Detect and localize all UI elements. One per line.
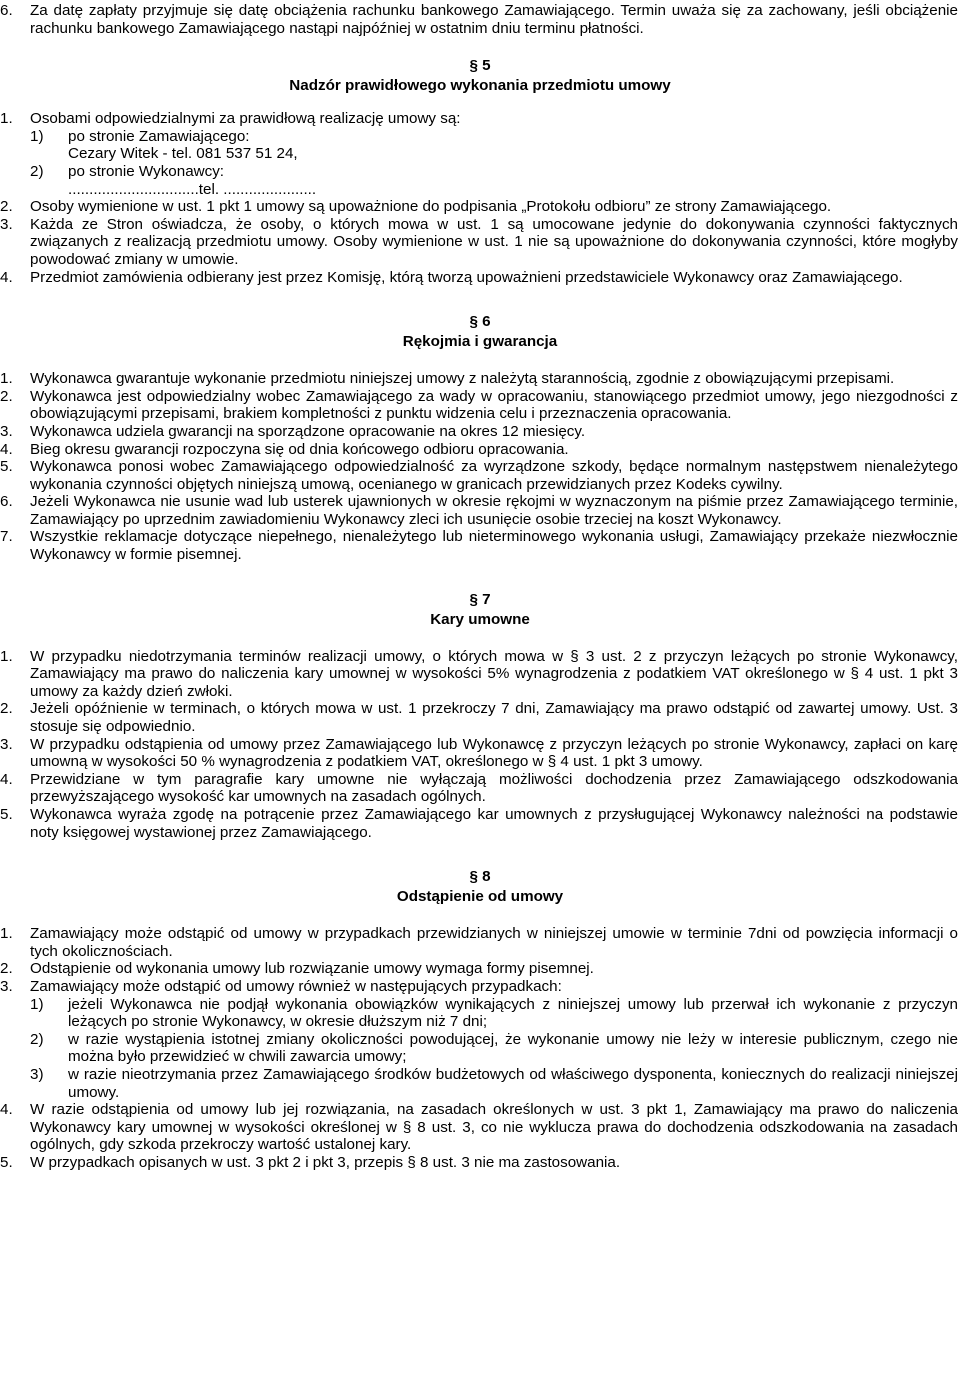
s8-sub-1: [30, 996, 960, 1031]
item-number: 5.: [0, 458, 13, 476]
s5-item-4: [0, 269, 960, 287]
s5-sub-2: [30, 163, 960, 181]
sub-text: po stronie Zamawiającego:: [68, 127, 250, 145]
section-7-number: § 7: [469, 590, 491, 608]
s8-item-2: [0, 960, 960, 978]
s6-item-7: [0, 528, 960, 563]
sub-text: w razie nieotrzymania przez Zamawiającego środków budżetowych od właściwego dysponenta, koniecznych do realizacji niniejszej umowy.: [68, 1065, 958, 1101]
item-number: 1.: [0, 370, 13, 388]
s6-item-4: [0, 441, 960, 459]
s6-item-1: [0, 370, 960, 388]
item-text: Zamawiający może odstąpić od umowy również w następujących przypadkach:: [30, 977, 562, 995]
s7-item-4: [0, 771, 960, 806]
s7-item-1: [0, 648, 960, 701]
item-number: 6.: [0, 2, 13, 19]
item-text: Wykonawca ponosi wobec Zamawiającego odpowiedzialność za wyrządzone szkody, będące normalnym następstwem nienależytego wykonania czynności objętych niniejszą umową, ocenianego w granicach przewidzianych przez Kodeks cywilny.: [30, 458, 958, 493]
item-text: Każda ze Stron oświadcza, że osoby, o których mowa w ust. 1 są umocowane jedynie do dokonywania czynności faktycznych związanych z realizacją przedmiotu umowy. Osoby wymienione w ust. 1 nie są upoważnione do dokonywania czynności, które mogłyby powodować zmiany w umowie.: [30, 215, 958, 268]
item-text: W przypadku niedotrzymania terminów realizacji umowy, o których mowa w § 3 ust. 2 z przyczyn leżących po stronie Wykonawcy, Zamawiający ma prawo do naliczenia kary umownej w wysokości 5% wynagrodzenia z podatkiem VAT określonego w § 4 ust. 1 pkt 3 umowy za każdy dzień zwłoki.: [30, 647, 958, 700]
section-6-title: Rękojmia i gwarancja: [402, 333, 558, 351]
item-text: Wykonawca gwarantuje wykonanie przedmiotu niniejszej umowy z należytą starannością, zgodnie z obowiązującymi przepisami.: [30, 370, 895, 388]
item-text: Za datę zapłaty przyjmuje się datę obciążenia rachunku bankowego Zamawiającego. Termin uważa się za zachowany, jeśli obciążenie rachunku bankowego Zamawiającego nastąpi najpóźniej w ostatnim dniu terminu płatności.: [30, 2, 958, 37]
item-number: 1.: [0, 925, 13, 943]
item-number: 4.: [0, 440, 13, 458]
item-text: Wykonawca jest odpowiedzialny wobec Zamawiającego za wady w opracowaniu, stanowiącego przedmiot umowy, jego niezgodności z obowiązującymi przepisami, brakiem kompletności z punktu widzenia celu i przeznaczenia opracowania.: [30, 387, 958, 423]
sub-number: 1): [30, 995, 44, 1013]
s8-sub-3: [30, 1066, 960, 1101]
s5-sub-1: [30, 128, 960, 146]
item-text: Osobami odpowiedzialnymi za prawidłową realizację umowy są:: [30, 110, 461, 128]
item-number: 2.: [0, 700, 13, 718]
s8-item-4: [0, 1101, 960, 1154]
item-text: Bieg okresu gwarancji rozpoczyna się od dnia końcowego odbioru opracowania.: [30, 440, 569, 458]
item-text: Zamawiający może odstąpić od umowy w przypadkach przewidzianych w niniejszej umowie w terminie 7dni od powzięcia informacji o tych okolicznościach.: [30, 925, 958, 960]
item-number: 7.: [0, 528, 13, 546]
item-text: Przedmiot zamówienia odbierany jest przez Komisję, którą tworzą upoważnieni przedstawiciele Wykonawcy oraz Zamawiającego.: [30, 268, 903, 286]
item-number: 5.: [0, 1153, 13, 1171]
item-text: Wszystkie reklamacje dotyczące niepełnego, nienależytego lub nieterminowego wykonania usługi, Zamawiający przekaże niezwłocznie Wykonawcy w formie pisemnej.: [30, 528, 958, 564]
item-number: 3.: [0, 422, 13, 440]
sub-text: w razie wystąpienia istotnej zmiany okoliczności powodującej, że wykonanie umowy nie leży w interesie publicznym, czego nie można było przewidzieć w chwili zawarcia umowy;: [68, 1030, 958, 1066]
item-text: Przewidziane w tym paragrafie kary umowne nie wyłączają możliwości dochodzenia przez Zamawiającego odszkodowania przewyższającego wysokość kar umownych na zasadach ogólnych.: [30, 770, 958, 806]
s6-item-5: [0, 458, 960, 493]
s7-item-5: [0, 806, 960, 841]
s5-item-1: [0, 110, 960, 128]
item-number: 2.: [0, 387, 13, 405]
item-number: 4.: [0, 268, 13, 286]
section-8-number: § 8: [469, 868, 491, 886]
item-number: 2.: [0, 198, 13, 216]
s8-item-3: [0, 978, 960, 996]
s6-item-3: [0, 423, 960, 441]
contact-person-wykonawca: ...............................tel. ......................: [68, 180, 317, 198]
section-5-title: Nadzór prawidłowego wykonania przedmiotu umowy: [289, 77, 671, 95]
paragraph-6: [0, 2, 960, 37]
sub-number: 2): [30, 162, 44, 180]
s6-item-2: [0, 388, 960, 423]
item-number: 1.: [0, 110, 13, 128]
s8-item-1: [0, 925, 960, 960]
item-number: 4.: [0, 770, 13, 788]
item-text: W przypadkach opisanych w ust. 3 pkt 2 i pkt 3, przepis § 8 ust. 3 nie ma zastosowania.: [30, 1153, 621, 1171]
section-5-number: § 5: [469, 57, 491, 75]
contact-person-zamawiajacy: Cezary Witek - tel. 081 537 51 24,: [68, 145, 298, 163]
section-7-title: Kary umowne: [430, 610, 530, 628]
s7-item-3: [0, 736, 960, 771]
sub-text: jeżeli Wykonawca nie podjął wykonania obowiązków wynikających z niniejszej umowy lub przerwał ich wykonanie z przyczyn leżących po stronie Wykonawcy, w okresie dłuższym niż 7 dni;: [68, 995, 958, 1031]
s6-item-6: [0, 493, 960, 528]
item-number: 6.: [0, 493, 13, 511]
sub-number: 3): [30, 1065, 44, 1083]
sub-text: po stronie Wykonawcy:: [68, 162, 225, 180]
item-text: Jeżeli opóźnienie w terminach, o których mowa w ust. 1 przekroczy 7 dni, Zamawiający ma prawo odstąpić od zawartej umowy. Ust. 3 stosuje się odpowiednio.: [30, 700, 958, 736]
s7-item-2: [0, 700, 960, 735]
item-number: 3.: [0, 735, 13, 753]
section-8-title: Odstąpienie od umowy: [396, 888, 564, 906]
item-text: W przypadku odstąpienia od umowy przez Zamawiającego lub Wykonawcę z przyczyn leżących po stronie Wykonawcy, zapłaci on karę umowną w wysokości 50 % wynagrodzenia z podatkiem VAT, określonego w § 4 ust. 1 pkt 3 umowy.: [30, 735, 958, 771]
item-text: Odstąpienie od wykonania umowy lub rozwiązanie umowy wymaga formy pisemnej.: [30, 960, 594, 978]
s8-item-5: [0, 1154, 960, 1172]
s5-item-2: [0, 198, 960, 216]
item-number: 1.: [0, 647, 13, 665]
item-number: 3.: [0, 977, 13, 995]
item-text: Jeżeli Wykonawca nie usunie wad lub usterek ujawnionych w okresie rękojmi w wyznaczonym na piśmie przez Zamawiającego terminie, Zamawiający po uprzednim zawiadomieniu Wykonawcy zleci ich usunięcie osobie trzeciej na koszt Wykonawcy.: [30, 493, 958, 528]
item-text: Osoby wymienione w ust. 1 pkt 1 umowy są upoważnione do podpisania „Protokołu odbioru” ze strony Zamawiającego.: [30, 198, 832, 216]
sub-number: 1): [30, 127, 44, 145]
section-6-number: § 6: [469, 313, 491, 331]
item-text: Wykonawca udziela gwarancji na sporządzone opracowanie na okres 12 miesięcy.: [30, 422, 586, 440]
document-page: [0, 2, 960, 1172]
item-text: W razie odstąpienia od umowy lub jej rozwiązania, na zasadach określonych w ust. 3 pkt 1, Zamawiający ma prawo do naliczenia Wykonawcy kary umownej w wysokości określonej w § 8 ust. 3, co nie wyklucza prawa do dochodzenia odszkodowania na zasadach ogólnych, gdy szkoda przekroczy wartość ustalonej kary.: [30, 1101, 958, 1154]
item-number: 4.: [0, 1101, 13, 1119]
s5-item-3: [0, 216, 960, 269]
s8-sub-2: [30, 1031, 960, 1066]
item-number: 5.: [0, 806, 13, 823]
item-number: 2.: [0, 960, 13, 978]
sub-number: 2): [30, 1030, 44, 1048]
item-number: 3.: [0, 215, 13, 233]
item-text: Wykonawca wyraża zgodę na potrącenie przez Zamawiającego kar umownych z przysługującej Wykonawcy należności na podstawie noty księgowej wystawionej przez Zamawiającego.: [30, 806, 958, 841]
